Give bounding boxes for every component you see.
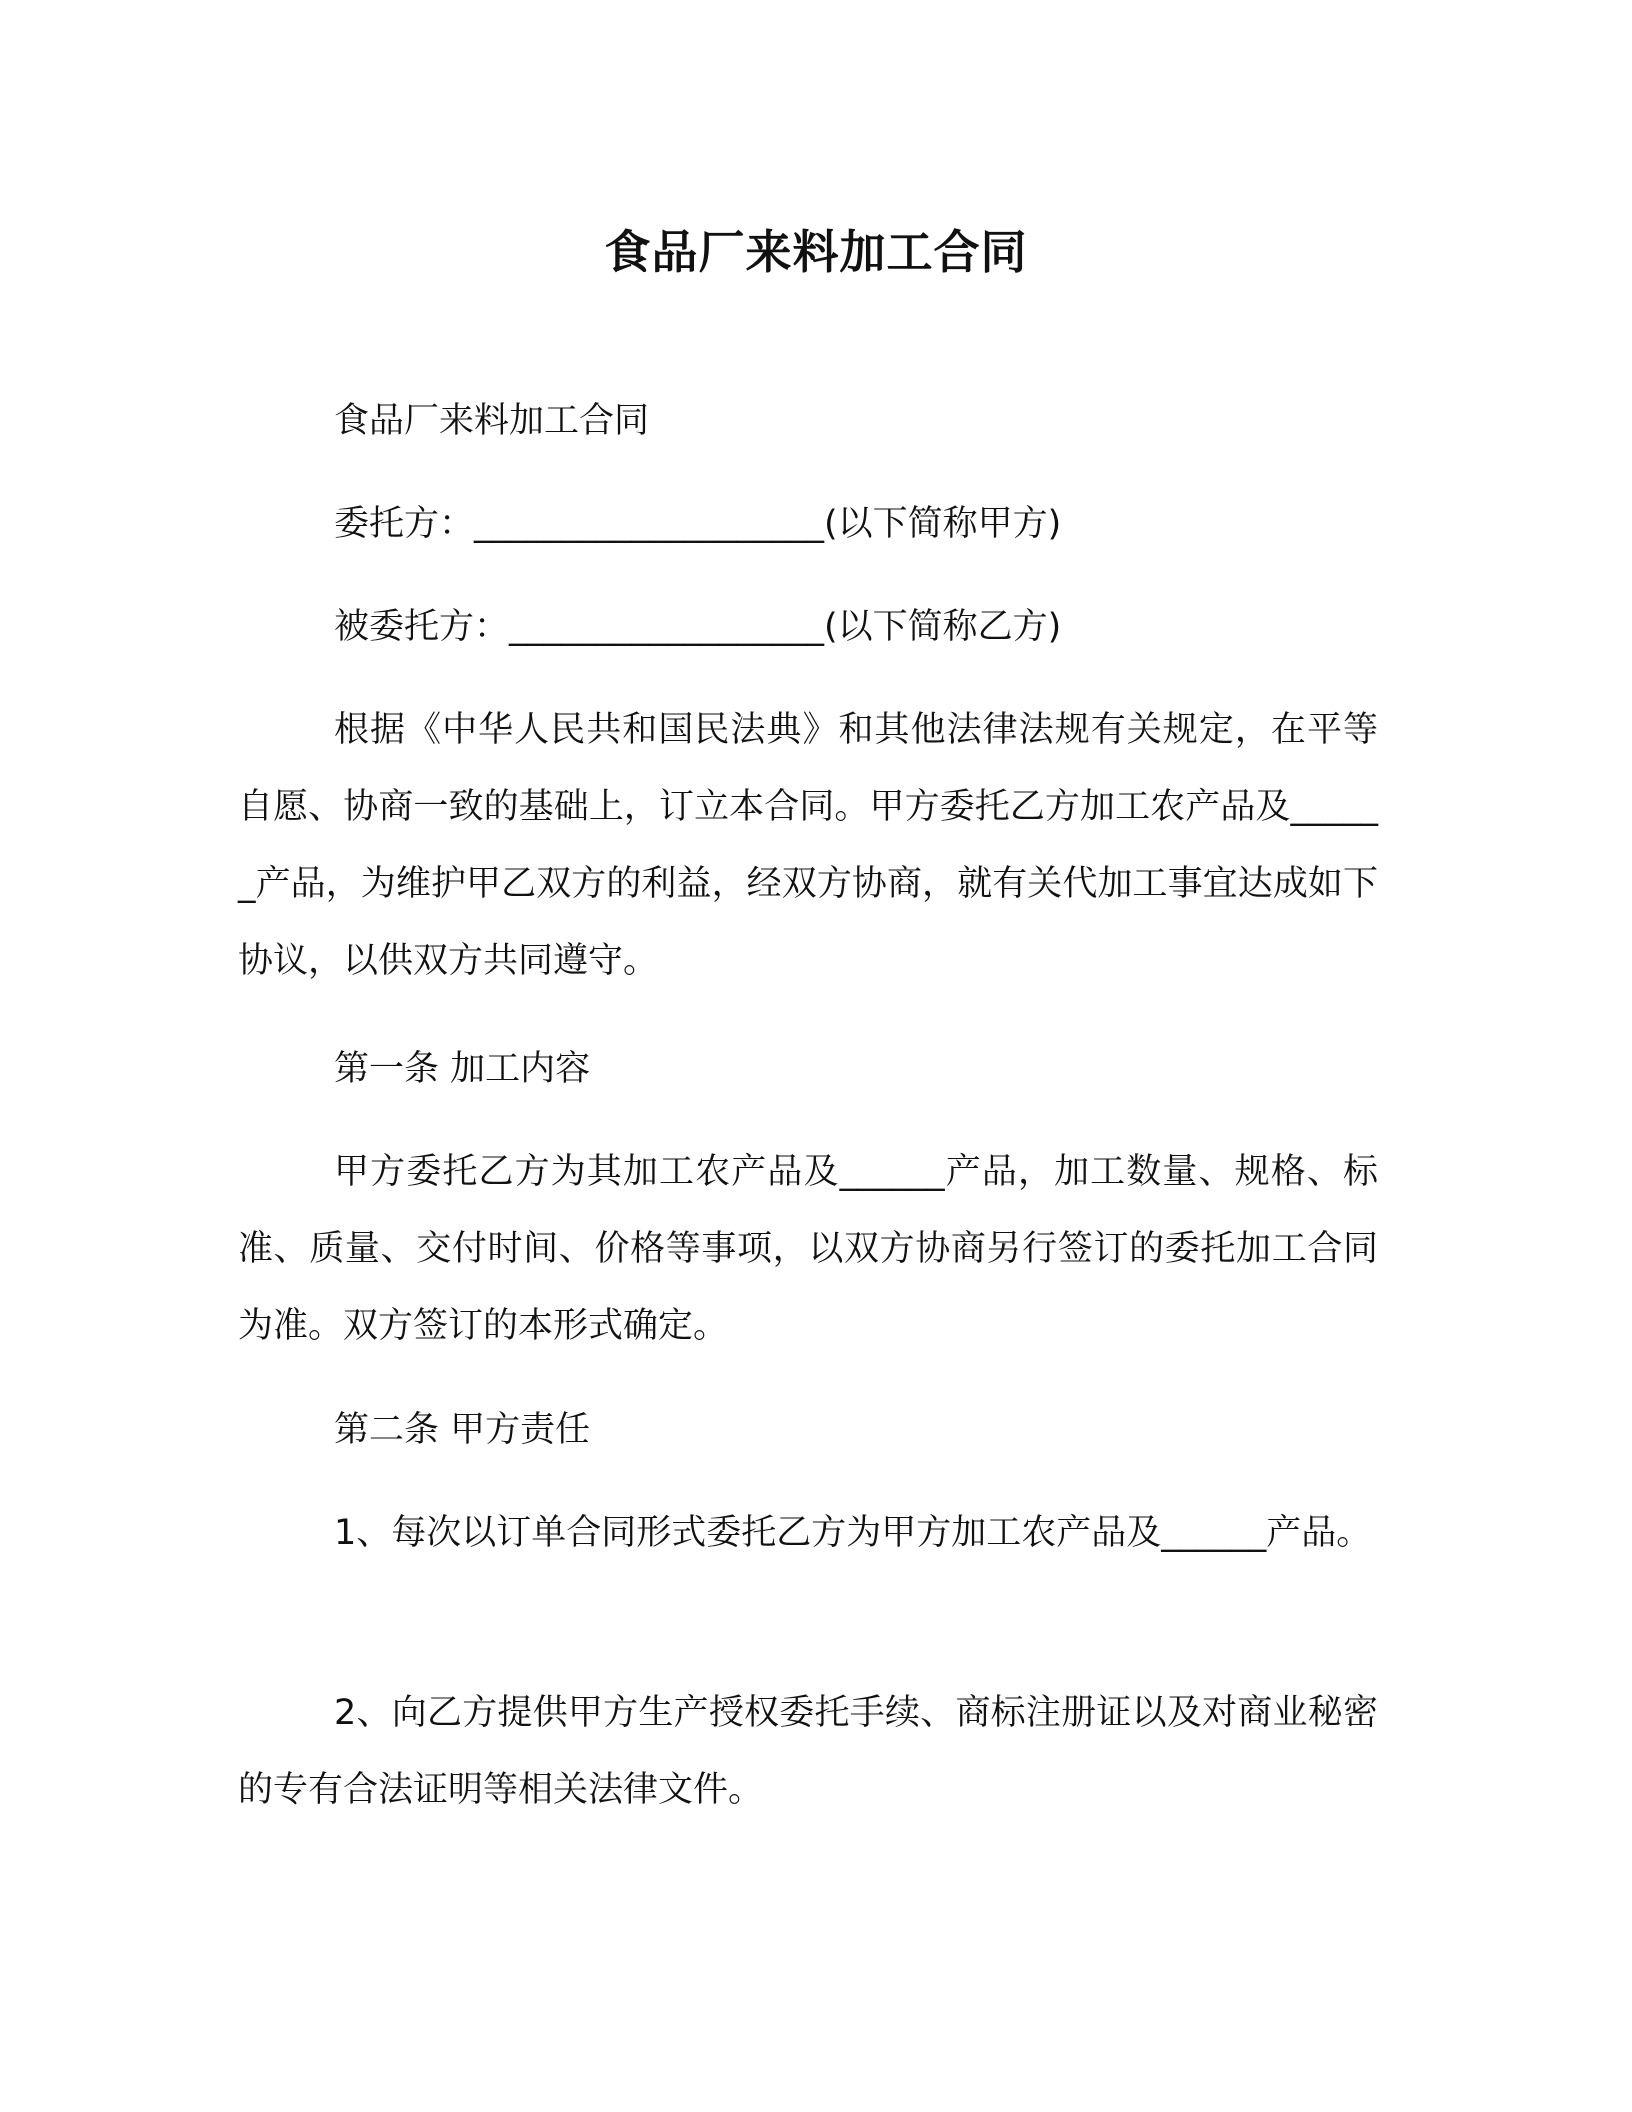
article-1-heading: 第一条 加工内容 <box>334 1049 591 1089</box>
document-subtitle: 食品厂来料加工合同 <box>334 401 650 441</box>
party-b-line: 被委托方：__________________(以下简称乙方) <box>334 607 1062 647</box>
article-2-heading: 第二条 甲方责任 <box>334 1410 591 1450</box>
article-2-item-1: 1、每次以订单合同形式委托乙方为甲方加工农产品及______产品。 <box>334 1513 1372 1553</box>
preamble-paragraph: 根据《中华人民共和国民法典》和其他法律法规有关规定，在平等自愿、协商一致的基础上，订立本合同。甲方委托乙方加工农产品及______产品，为维护甲乙双方的利益，经双方协商，就有关代加工事宜达成如下协议，以供双方共同遵守。 <box>238 710 1378 981</box>
party-a-line: 委托方：____________________(以下简称甲方) <box>334 504 1062 544</box>
document-title: 食品厂来料加工合同 <box>604 225 1028 279</box>
article-1-body: 甲方委托乙方为其加工农产品及______产品，加工数量、规格、标准、质量、交付时间、价格等事项，以双方协商另行签订的委托加工合同为准。双方签订的本形式确定。 <box>238 1152 1378 1346</box>
article-2-item-2: 2、向乙方提供甲方生产授权委托手续、商标注册证以及对商业秘密的专有合法证明等相关法律文件。 <box>238 1693 1378 1810</box>
